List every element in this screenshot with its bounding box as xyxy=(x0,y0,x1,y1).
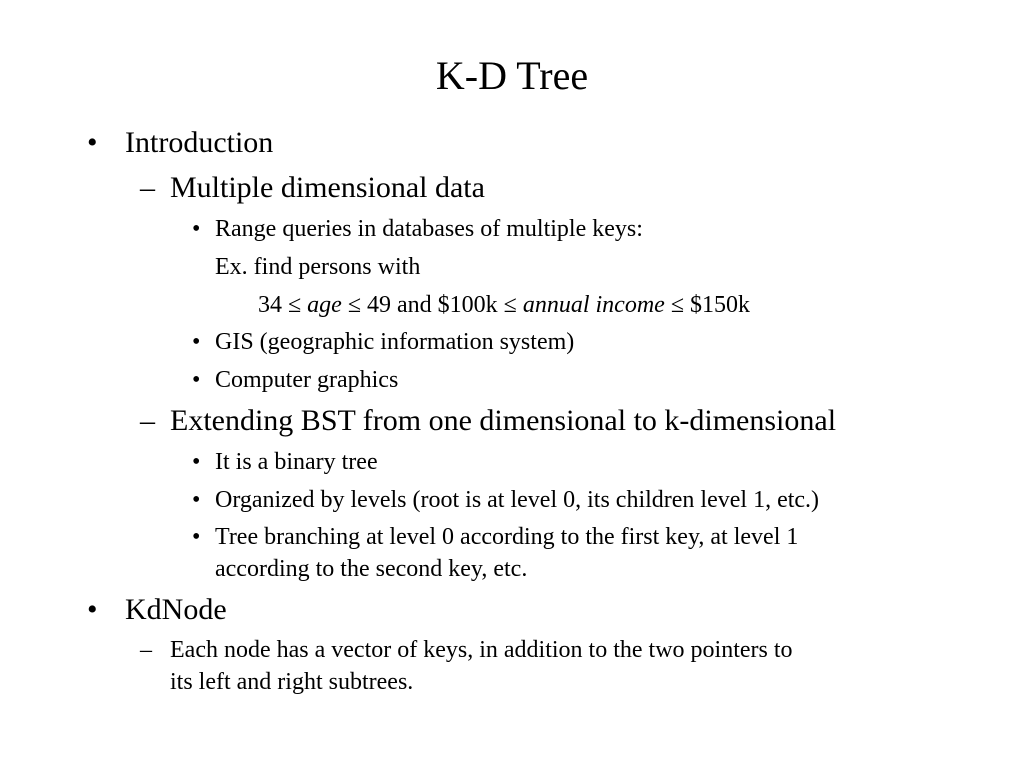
condition-age: age xyxy=(307,292,342,318)
dash-marker: – xyxy=(140,171,155,204)
condition-part-1: 34 ≤ xyxy=(258,292,308,318)
condition-annual-income: annual income xyxy=(522,292,665,318)
item-computer-graphics: Computer graphics xyxy=(215,367,399,393)
kdnode-desc-line1: Each node has a vector of keys, in addition to the two pointers to xyxy=(170,637,793,663)
bullet-marker: • xyxy=(192,524,201,550)
dash-marker: – xyxy=(140,404,155,437)
subbullet-extending-bst: Extending BST from one dimensional to k-dimensional xyxy=(170,404,837,437)
bullet-marker: • xyxy=(192,449,201,475)
condition-part-3: ≤ $150k xyxy=(664,292,750,318)
bullet-marker: • xyxy=(192,367,201,393)
bullet-introduction: Introduction xyxy=(125,126,274,159)
bullet-marker: • xyxy=(87,126,98,159)
bullet-marker: • xyxy=(192,487,201,513)
item-example-condition xyxy=(258,291,750,319)
bullet-kdnode: KdNode xyxy=(125,593,227,626)
dash-marker: – xyxy=(140,637,152,663)
item-tree-branching-line1: Tree branching at level 0 according to the first key, at level 1 xyxy=(215,524,799,550)
item-tree-branching-line2: according to the second key, etc. xyxy=(215,556,528,582)
bullet-marker: • xyxy=(192,329,201,355)
item-binary-tree: It is a binary tree xyxy=(215,449,378,475)
bullet-marker: • xyxy=(192,216,201,242)
item-organized-by-levels: Organized by levels (root is at level 0, its children level 1, etc.) xyxy=(215,487,820,513)
kdnode-desc-line2: its left and right subtrees. xyxy=(170,669,414,695)
item-range-queries: Range queries in databases of multiple keys: xyxy=(215,216,643,242)
item-gis: GIS (geographic information system) xyxy=(215,329,575,355)
bullet-marker: • xyxy=(87,593,98,626)
item-example-text: Ex. find persons with xyxy=(215,254,421,280)
subbullet-multiple-dimensional-data: Multiple dimensional data xyxy=(170,171,485,204)
slide-title: K-D Tree xyxy=(435,53,589,98)
condition-part-2: ≤ 49 and $100k ≤ xyxy=(341,292,523,318)
